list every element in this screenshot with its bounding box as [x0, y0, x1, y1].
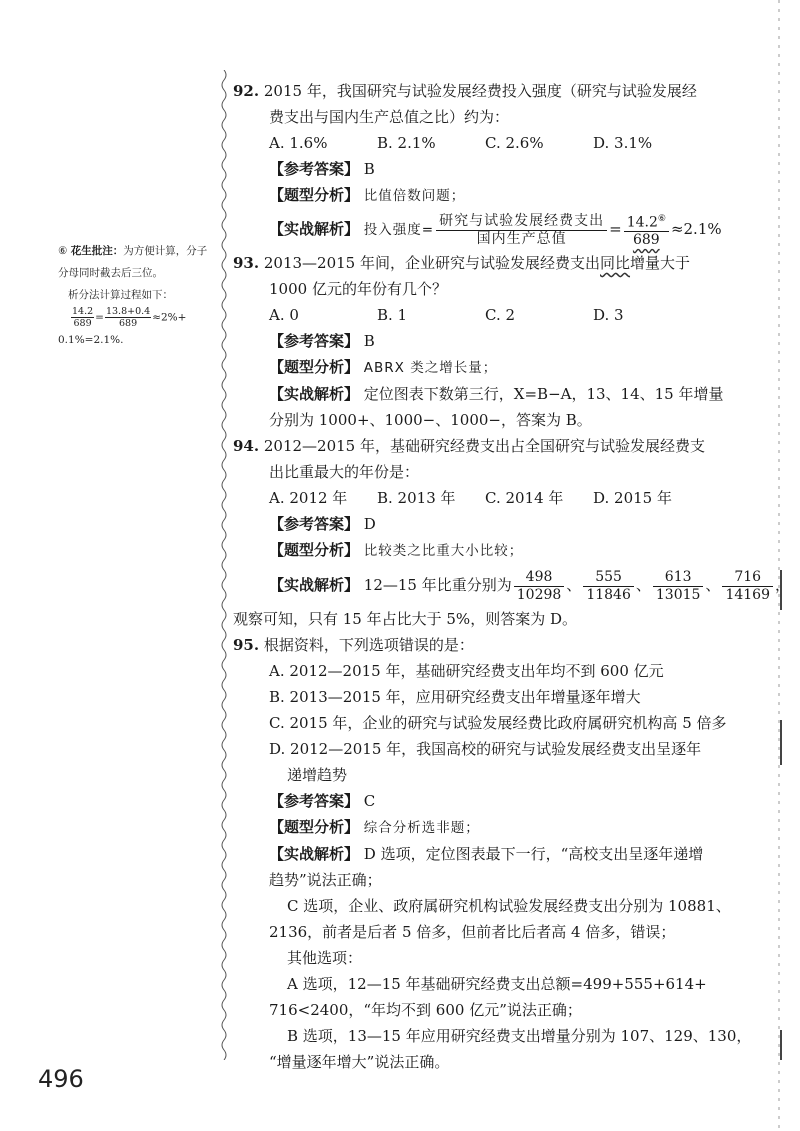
solution-text: 12—15 年比重分别为 — [363, 576, 512, 594]
option-c: C. 2014 年 — [485, 489, 564, 507]
separator: 、 — [705, 576, 721, 594]
option-d: D. 3 — [593, 306, 624, 324]
dashed-guide-line — [777, 0, 781, 1131]
answer-label: 【参考答案】 — [269, 332, 360, 350]
type-label: 【题型分析】 — [269, 186, 360, 204]
option-c: C. 2015 年，企业的研究与试验发展经费比政府属研究机构高 5 倍多 — [269, 714, 727, 732]
note-text: 为方便计算，分子 — [123, 245, 208, 257]
type-value: 比较类之比重大小比较； — [363, 543, 524, 559]
solution-label: 【实战解析】 — [269, 385, 360, 403]
option-a: A. 2012—2015 年，基础研究经费支出年均不到 600 亿元 — [269, 662, 664, 680]
analysis-paragraph: A 选项，12—15 年基础研究经费支出总额=499+555+614+ — [287, 975, 707, 993]
separator: 、 — [635, 576, 651, 594]
edge-mark — [780, 720, 782, 765]
analysis-paragraph: 其他选项： — [287, 949, 363, 967]
answer-label: 【参考答案】 — [269, 792, 360, 810]
answer-label: 【参考答案】 — [269, 160, 360, 178]
answer-value: B — [363, 332, 375, 350]
type-label: 【题型分析】 — [269, 541, 360, 559]
note-fraction: $\frac{13.8+0.4}{689}$ — [105, 306, 151, 329]
margin-note — [58, 240, 220, 351]
question-number: 92. — [233, 82, 260, 100]
question-92 — [233, 78, 733, 250]
option-c: C. 2 — [485, 306, 516, 324]
note-line: 分母同时截去后三位。 — [58, 267, 163, 279]
option-b: B. 2.1% — [377, 134, 436, 152]
type-label: 【题型分析】 — [269, 818, 360, 836]
options — [233, 485, 733, 511]
option-a: A. 2012 年 — [269, 489, 348, 507]
option-d-continued: 递增趋势 — [287, 766, 348, 784]
type-value: ABRX 类之增长量； — [363, 360, 498, 376]
question-stem: 增量大于 — [630, 254, 691, 272]
options — [233, 302, 733, 328]
option-d: D. 2012—2015 年，我国高校的研究与试验发展经费支出呈逐年 — [269, 740, 702, 758]
note-fraction: $\frac{14.2}{689}$ — [72, 306, 94, 329]
solution-text: 观察可知，只有 15 年占比大于 5%，则答案为 D。 — [233, 610, 577, 628]
answer-value: C — [363, 792, 376, 810]
solution-label: 【实战解析】 — [269, 576, 360, 594]
solution-text: 分别为 1000+、1000−、1000−，答案为 B。 — [269, 411, 592, 429]
type-label: 【题型分析】 — [269, 358, 360, 376]
option-a: A. 1.6% — [269, 134, 328, 152]
answer-value: D — [363, 515, 376, 533]
edge-mark — [780, 1030, 782, 1060]
question-stem: 2012—2015 年，基础研究经费支出占全国研究与试验发展经费支 — [259, 437, 705, 455]
solution-fraction: $\frac{14.2^⑥}{689}$ — [624, 211, 669, 250]
answer-value: B — [363, 160, 375, 178]
note-line: 0.1%=2.1%. — [58, 334, 124, 346]
solution-text: 投入强度= — [363, 222, 435, 238]
question-number: 95. — [233, 636, 260, 654]
note-line: 析分法计算过程如下： — [68, 289, 173, 301]
note-equals: = — [95, 311, 104, 324]
note-title: 花生批注： — [70, 245, 124, 257]
question-stem: 2015 年，我国研究与试验发展经费投入强度（研究与试验发展经 — [259, 82, 697, 100]
option-d: D. 2015 年 — [593, 489, 672, 507]
analysis-paragraph: C 选项，企业、政府属研究机构试验发展经费支出分别为 10881、 — [287, 897, 731, 915]
options — [233, 130, 733, 156]
analysis-paragraph: B 选项，13—15 年应用研究经费支出增量分别为 107、129、130， — [287, 1027, 752, 1045]
analysis-paragraph: 2136，前者是后者 5 倍多，但前者比后者高 4 倍多，错误； — [269, 923, 676, 941]
ratio-fraction: $\frac{555}{11846}$ — [583, 569, 634, 604]
question-94 — [233, 433, 790, 632]
solution-label: 【实战解析】 — [269, 845, 360, 863]
question-stem: 出比重最大的年份是： — [269, 463, 420, 481]
option-b: B. 2013—2015 年，应用研究经费支出年增量逐年增大 — [269, 688, 641, 706]
solution-text: D 选项，定位图表最下一行，“高校支出呈逐年递增 — [363, 845, 704, 863]
ratio-fraction: $\frac{716}{14169}$ — [722, 569, 773, 604]
page-number: 496 — [38, 1065, 84, 1093]
solution-equals: = — [609, 220, 622, 238]
type-value: 比值倍数问题； — [363, 188, 466, 204]
question-stem: 费支出与国内生产总值之比）约为： — [269, 108, 510, 126]
type-value: 综合分析选非题； — [363, 820, 480, 836]
note-tail: ≈2%+ — [152, 311, 187, 324]
question-stem: 2013—2015 年间，企业研究与试验发展经费支出 — [259, 254, 600, 272]
question-95 — [233, 632, 752, 1075]
option-a: A. 0 — [269, 306, 299, 324]
option-b: B. 2013 年 — [377, 489, 456, 507]
separator: ， — [774, 576, 790, 594]
solution-text: 定位图表下数第三行，X=B−A，13、14、15 年增量 — [363, 385, 724, 403]
answer-label: 【参考答案】 — [269, 515, 360, 533]
solution-result: ≈2.1% — [670, 220, 722, 238]
option-b: B. 1 — [377, 306, 408, 324]
wavy-divider — [219, 70, 229, 1060]
question-stem: 根据资料，下列选项错误的是： — [259, 636, 474, 654]
main-column — [233, 78, 790, 1075]
solution-label: 【实战解析】 — [269, 220, 360, 238]
analysis-paragraph: 716<2400，“年均不到 600 亿元”说法正确； — [269, 1001, 582, 1019]
question-number: 94. — [233, 437, 260, 455]
ratio-fraction: $\frac{498}{10298}$ — [514, 569, 565, 604]
question-93 — [233, 250, 733, 433]
solution-fraction: $\frac{\text{研究与试验发展经费支出}}{\text{国内生产总值}}$ — [436, 213, 607, 248]
question-stem: 1000 亿元的年份有几个？ — [269, 280, 447, 298]
analysis-paragraph: “增量逐年增大”说法正确。 — [269, 1053, 450, 1071]
solution-text: 趋势”说法正确； — [269, 871, 382, 889]
option-d: D. 3.1% — [593, 134, 653, 152]
note-circle-mark: ⑥ — [58, 245, 68, 257]
separator: 、 — [566, 576, 582, 594]
ratio-fraction: $\frac{613}{13015}$ — [653, 569, 704, 604]
option-c: C. 2.6% — [485, 134, 544, 152]
emphasis-text: 同比 — [600, 254, 631, 272]
question-number: 93. — [233, 254, 260, 272]
